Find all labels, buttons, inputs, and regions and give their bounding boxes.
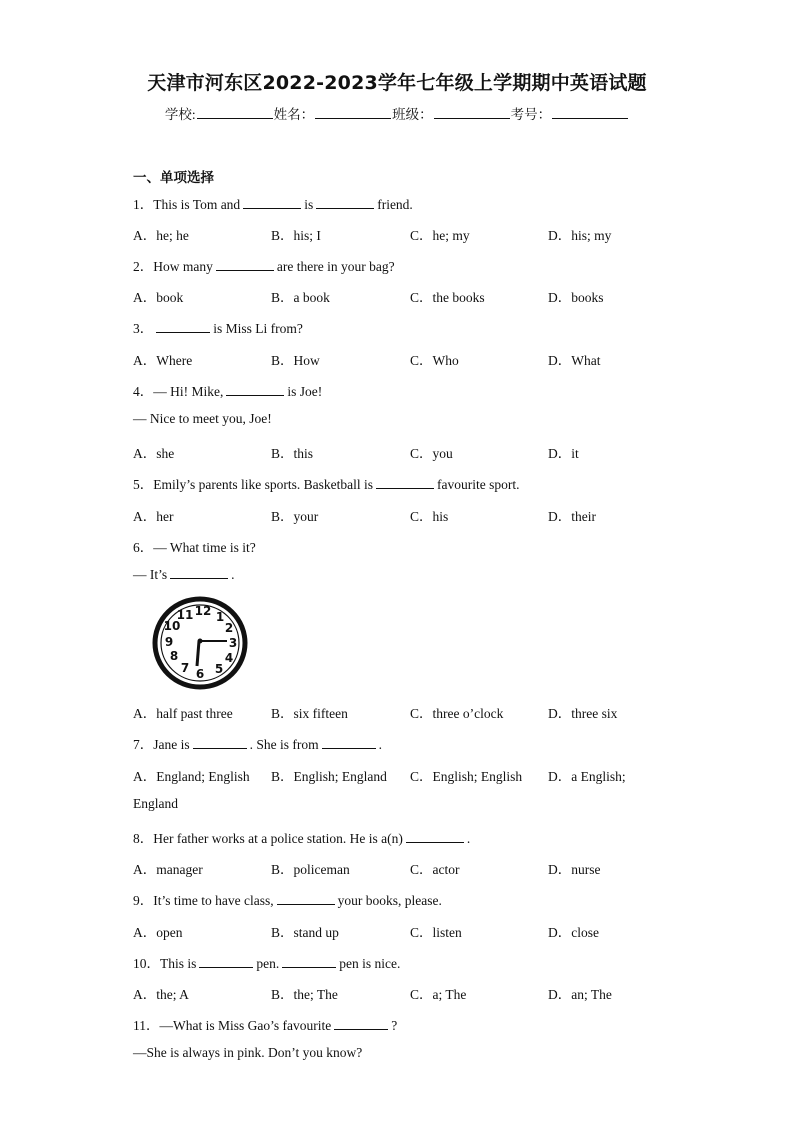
option-c[interactable]: C．a; The <box>410 987 467 1002</box>
option-a[interactable]: A．manager <box>133 862 203 877</box>
option-b[interactable]: B．six fifteen <box>271 706 348 721</box>
option-d-wrap: England <box>133 796 178 811</box>
option-a[interactable]: A．Where <box>133 353 193 368</box>
option-b[interactable]: B．his; I <box>271 228 321 243</box>
question-5: 5．Emily’s parents like sports. Basketball is favourite sport. <box>133 477 520 492</box>
options-7 <box>133 765 693 783</box>
class-blank[interactable] <box>434 106 510 119</box>
class-label: 班级： <box>392 107 433 122</box>
options-8 <box>133 858 693 876</box>
answer-blank <box>376 477 434 489</box>
option-c[interactable]: C．three o’clock <box>410 706 504 721</box>
school-blank[interactable] <box>197 106 273 119</box>
option-c[interactable]: C．you <box>410 446 453 461</box>
option-d[interactable]: D．books <box>548 290 604 305</box>
option-a[interactable]: A．her <box>133 509 174 524</box>
options-3 <box>133 349 693 367</box>
answer-blank <box>282 956 336 968</box>
option-b[interactable]: B．this <box>271 446 314 461</box>
option-d[interactable]: D．it <box>548 446 579 461</box>
option-c[interactable]: C．actor <box>410 862 460 877</box>
option-c[interactable]: C．listen <box>410 925 462 940</box>
question-1: 1．This is Tom and is friend. <box>133 197 413 212</box>
option-c[interactable]: C．he; my <box>410 228 470 243</box>
answer-blank <box>226 384 284 396</box>
answer-blank <box>216 259 274 271</box>
clock-numeral: 6 <box>195 667 205 681</box>
option-d[interactable]: D．an; The <box>548 987 612 1002</box>
option-b[interactable]: B．your <box>271 509 319 524</box>
option-a[interactable]: A．book <box>133 290 184 305</box>
answer-blank <box>316 197 374 209</box>
question-8: 8．Her father works at a police station. He is a(n) . <box>133 831 471 846</box>
number-label: 考号： <box>510 107 552 122</box>
option-b[interactable]: B．policeman <box>271 862 350 877</box>
question-9: 9．It’s time to have class, your books, please. <box>133 893 442 908</box>
number-blank[interactable] <box>552 106 628 119</box>
option-c[interactable]: C．English; English <box>410 769 523 784</box>
option-a[interactable]: A．she <box>133 446 175 461</box>
option-b[interactable]: B．English; England <box>271 769 387 784</box>
option-a[interactable]: A．half past three <box>133 706 233 721</box>
question-6: 6．— What time is it? <box>133 540 256 555</box>
clock-numeral: 8 <box>169 649 179 663</box>
question-6-reply: — It’s . <box>133 567 235 582</box>
question-7: 7．Jane is . She is from . <box>133 737 382 752</box>
section-heading: 一、单项选择 <box>133 170 214 186</box>
clock-numeral: 4 <box>224 651 234 665</box>
student-info-line <box>0 103 794 123</box>
clock-image <box>152 596 248 690</box>
option-b[interactable]: B．How <box>271 353 320 368</box>
question-10: 10．This is pen. pen is nice. <box>133 956 401 971</box>
question-11-reply: —She is always in pink. Don’t you know? <box>133 1045 363 1060</box>
exam-title: 天津市河东区2022-2023学年七年级上学期期中英语试题 <box>147 72 647 94</box>
answer-blank <box>199 956 253 968</box>
option-d[interactable]: D．three six <box>548 706 618 721</box>
options-2 <box>133 286 693 304</box>
option-d[interactable]: D．What <box>548 353 601 368</box>
question-11: 11．—What is Miss Gao’s favourite ? <box>133 1018 398 1033</box>
clock-numeral: 3 <box>228 636 238 650</box>
school-label: 学校: <box>164 107 196 122</box>
option-a[interactable]: A．England; English <box>133 769 250 784</box>
name-label: 姓名： <box>273 107 315 122</box>
answer-blank <box>156 321 210 333</box>
option-c[interactable]: C．his <box>410 509 449 524</box>
options-1 <box>133 224 693 242</box>
option-a[interactable]: A．open <box>133 925 183 940</box>
answer-blank <box>277 893 335 905</box>
answer-blank <box>334 1018 388 1030</box>
clock-numeral: 1 <box>215 610 225 624</box>
answer-blank <box>170 567 228 579</box>
question-2: 2．How many are there in your bag? <box>133 259 395 274</box>
answer-blank <box>406 831 464 843</box>
clock-numeral: 5 <box>214 662 224 676</box>
options-4 <box>133 442 693 460</box>
answer-blank <box>193 737 247 749</box>
option-d[interactable]: D．his; my <box>548 228 612 243</box>
answer-blank <box>243 197 301 209</box>
options-5 <box>133 505 693 523</box>
clock-numeral: 11 <box>176 608 194 622</box>
clock-numeral: 2 <box>224 621 234 635</box>
options-9 <box>133 921 693 939</box>
option-d[interactable]: D．their <box>548 509 596 524</box>
name-blank[interactable] <box>315 106 391 119</box>
option-a[interactable]: A．he; he <box>133 228 189 243</box>
option-d[interactable]: D．close <box>548 925 599 940</box>
option-b[interactable]: B．stand up <box>271 925 339 940</box>
option-b[interactable]: B．the; The <box>271 987 338 1002</box>
option-a[interactable]: A．the; A <box>133 987 189 1002</box>
clock-numeral: 7 <box>180 661 190 675</box>
clock-numeral: 12 <box>194 604 212 618</box>
options-10 <box>133 983 693 1001</box>
option-c[interactable]: C．Who <box>410 353 459 368</box>
options-6 <box>133 702 693 720</box>
answer-blank <box>322 737 376 749</box>
question-4: 4．— Hi! Mike, is Joe! <box>133 384 323 399</box>
option-d[interactable]: D．nurse <box>548 862 601 877</box>
option-b[interactable]: B．a book <box>271 290 330 305</box>
option-d[interactable]: D．a English; <box>548 769 626 784</box>
clock-numeral: 9 <box>164 635 174 649</box>
question-4-reply: — Nice to meet you, Joe! <box>133 411 272 426</box>
question-3: 3． is Miss Li from? <box>133 321 303 336</box>
option-c[interactable]: C．the books <box>410 290 485 305</box>
clock-numeral: 10 <box>163 619 181 633</box>
